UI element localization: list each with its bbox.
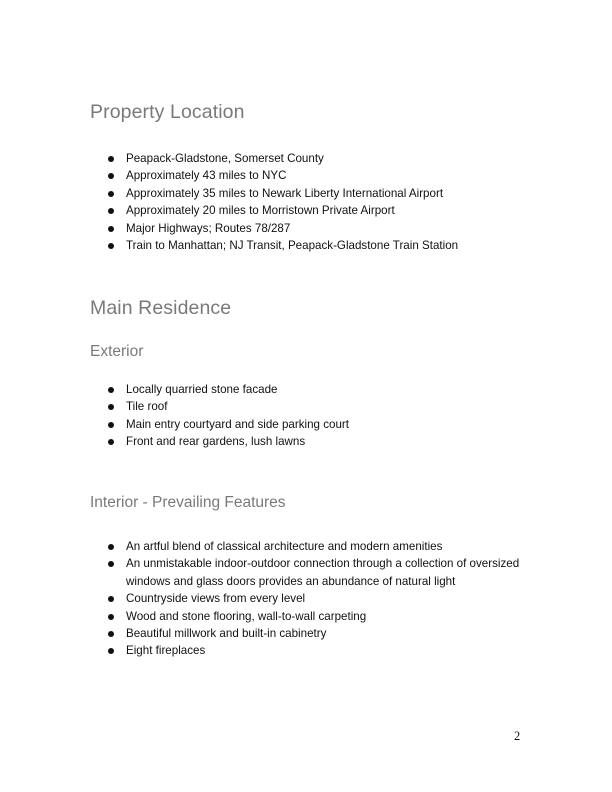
interior-heading: Interior - Prevailing Features [90,494,286,511]
list-item: Eight fireplaces [90,642,530,659]
bullet-icon [108,226,114,232]
bullet-icon [108,387,114,393]
list-item: Approximately 43 miles to NYC [90,167,530,184]
list-item: Approximately 35 miles to Newark Liberty International Airport [90,185,530,202]
bullet-icon [108,614,114,620]
bullet-icon [108,422,114,428]
property-location-list [90,150,530,254]
bullet-icon [108,561,114,567]
list-item: Main entry courtyard and side parking court [90,416,530,433]
list-item: An unmistakable indoor-outdoor connection through a collection of oversized windows and glass doors provides an abundance of natural light [90,555,530,590]
bullet-icon [108,544,114,550]
list-item: Approximately 20 miles to Morristown Private Airport [90,202,530,219]
interior-list [90,538,530,660]
exterior-list [90,381,530,451]
list-item: Tile roof [90,398,530,415]
list-item: An artful blend of classical architecture and modern amenities [90,538,530,555]
bullet-icon [108,191,114,197]
bullet-icon [108,596,114,602]
list-item: Front and rear gardens, lush lawns [90,433,530,450]
list-item: Countryside views from every level [90,590,530,607]
list-item: Wood and stone flooring, wall-to-wall carpeting [90,608,530,625]
bullet-icon [108,243,114,249]
list-item: Peapack-Gladstone, Somerset County [90,150,530,167]
exterior-heading: Exterior [90,343,144,360]
list-item: Train to Manhattan; NJ Transit, Peapack-Gladstone Train Station [90,237,530,254]
property-location-heading: Property Location [90,101,245,123]
list-item: Locally quarried stone facade [90,381,530,398]
bullet-icon [108,631,114,637]
page-number: 2 [514,729,521,743]
main-residence-heading: Main Residence [90,297,232,319]
list-item: Beautiful millwork and built-in cabinetry [90,625,530,642]
bullet-icon [108,208,114,214]
list-item: Major Highways; Routes 78/287 [90,220,530,237]
bullet-icon [108,439,114,445]
bullet-icon [108,404,114,410]
bullet-icon [108,173,114,179]
bullet-icon [108,156,114,162]
bullet-icon [108,648,114,654]
